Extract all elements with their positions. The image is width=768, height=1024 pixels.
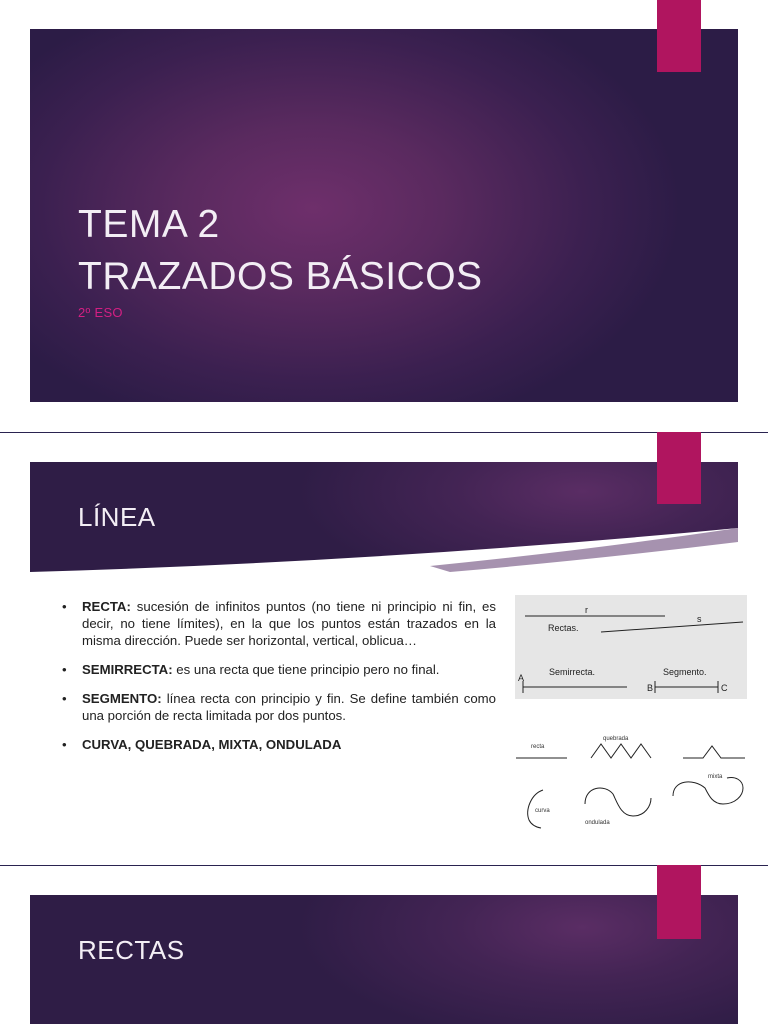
label-s: s (697, 614, 702, 624)
slide-header (30, 462, 738, 580)
label-c: C (721, 683, 728, 693)
bullet-recta (62, 598, 496, 649)
bullet-segmento (62, 690, 496, 724)
accent-tab (657, 865, 701, 939)
label-segmento: Segmento. (663, 667, 707, 677)
lines-figure (515, 595, 747, 699)
accent-tab (657, 0, 701, 72)
label-curva: curva (535, 808, 550, 814)
bullet-dot: • (62, 691, 67, 706)
bullet-text: línea recta con principio y fin. Se define también como una porción de recta limitada por dos puntos. (82, 691, 496, 723)
quebrada-line (591, 744, 651, 758)
slide-header (30, 895, 738, 1024)
bullet-list (62, 598, 496, 765)
slide-title (78, 199, 483, 303)
accent-tab (657, 432, 701, 504)
label-a: A (518, 673, 525, 683)
line-s (601, 622, 743, 632)
title-line-2: TRAZADOS BÁSICOS (78, 255, 483, 298)
ondulada-line (585, 788, 651, 816)
slide-title: RECTAS (78, 935, 185, 965)
label-b: B (647, 683, 654, 693)
bullet-term: RECTA: (82, 599, 131, 614)
slide-divider (0, 865, 768, 866)
bullet-dot: • (62, 662, 67, 677)
label-mixta: mixta (708, 774, 723, 780)
title-line-1: TEMA 2 (78, 203, 220, 246)
bullet-term: CURVA, QUEBRADA, MIXTA, ONDULADA (82, 737, 342, 752)
label-recta: recta (531, 744, 545, 750)
bullet-dot: • (62, 737, 67, 752)
line-types-figure (513, 728, 753, 832)
bullet-dot: • (62, 599, 67, 614)
bullet-text: sucesión de infinitos puntos (no tiene ni principio ni fin, es decir, no tiene límites), en la que los puntos están trazados en la misma dirección. Puede ser horizontal, vertical, oblicua… (82, 599, 496, 648)
slide-divider (0, 432, 768, 433)
bullet-text: es una recta que tiene principio pero no final. (172, 662, 440, 677)
label-rectas: Rectas. (548, 623, 579, 633)
bullet-term: SEMIRRECTA: (82, 662, 173, 677)
label-ondulada: ondulada (585, 820, 610, 826)
mixta-curve (673, 777, 743, 804)
bullet-term: SEGMENTO: (82, 691, 162, 706)
title-slide (30, 29, 738, 402)
label-r: r (585, 605, 588, 615)
label-quebrada: quebrada (603, 736, 629, 742)
slide-title: LÍNEA (78, 502, 156, 532)
slide-subtitle: 2º ESO (78, 305, 123, 320)
mixta-line-top (683, 746, 745, 758)
bullet-semirrecta (62, 661, 496, 678)
bullet-curva (62, 736, 496, 753)
label-semirrecta: Semirrecta. (549, 667, 596, 677)
